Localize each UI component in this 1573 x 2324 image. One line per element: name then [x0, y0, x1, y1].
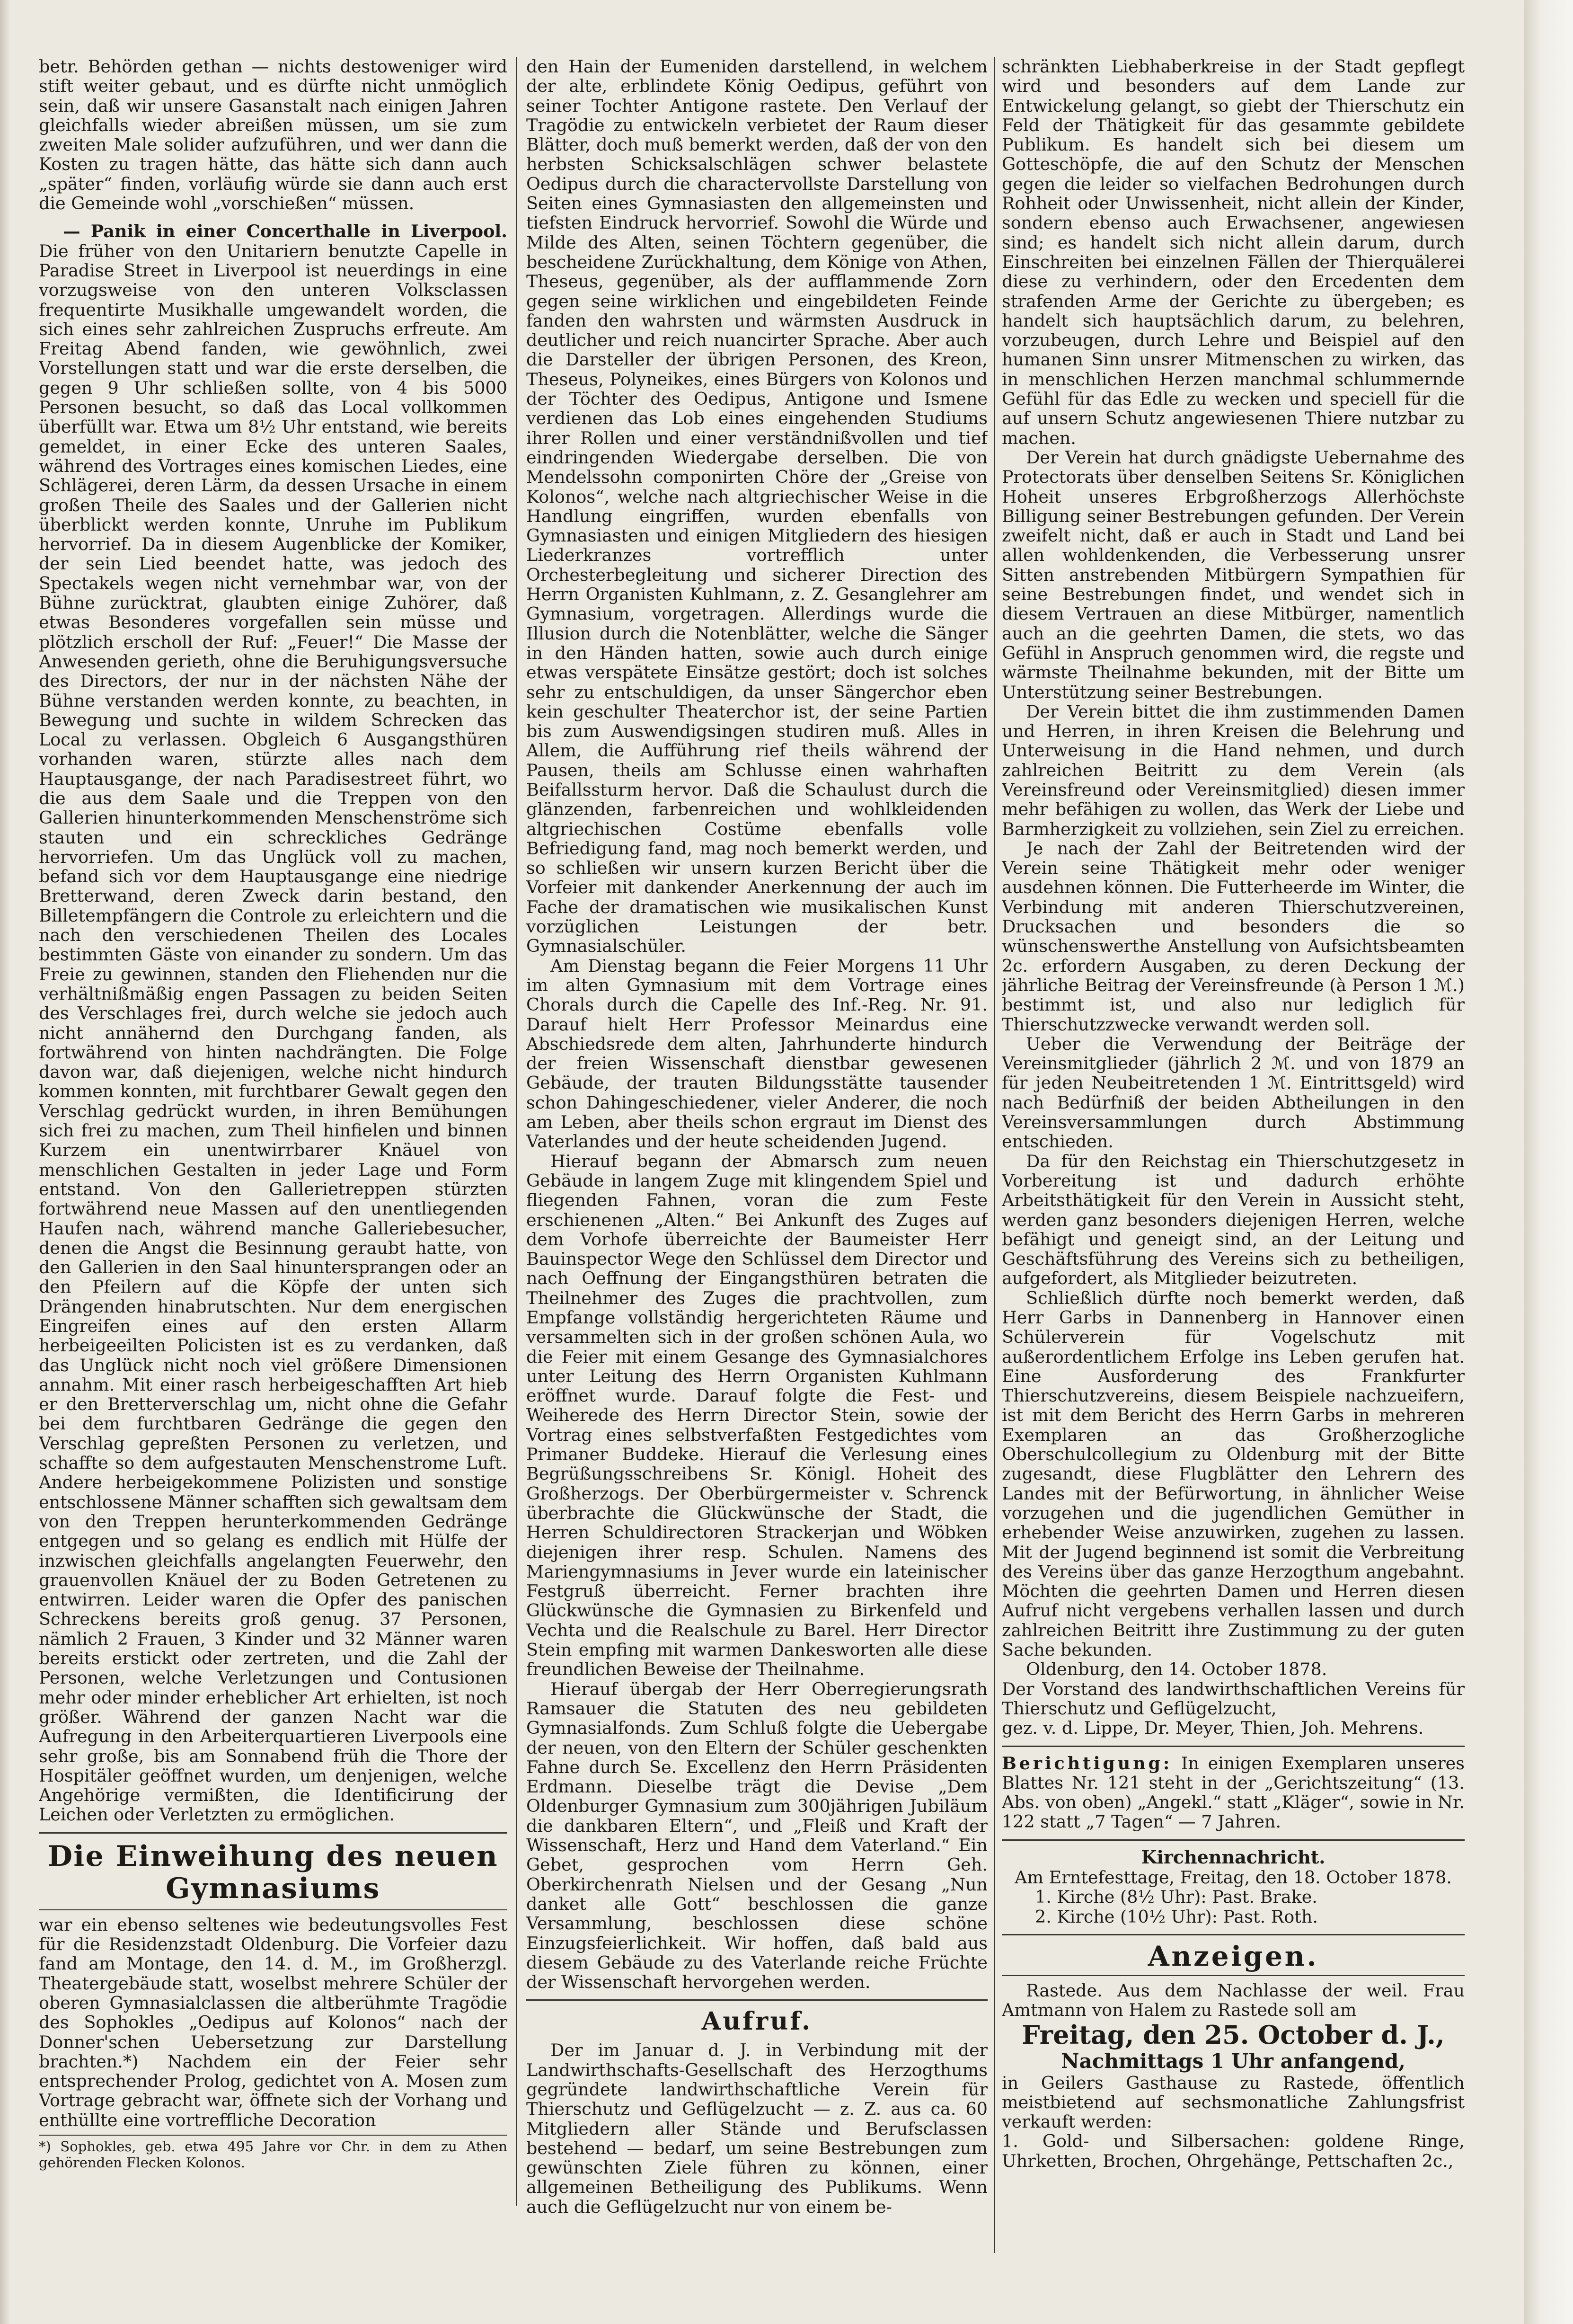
- paragraph: Am Dienstag begann die Feier Morgens 11 Uhr im alten Gymnasium mit dem Vortrage eines Chorals durch die Capelle des Inf.-Reg. Nr. 91. Darauf hielt Herr Professor Meinardus eine Abschiedsrede dem alten, Jahrhunderte hindurch der freien Wissenschaft dienstbar gewesenen Gebäude, der trauten Bildungsstätte tausender schon Dahingeschiedener, vieler Anderer, die noch am Leben, aber theils schon ergraut im Dienst des Vaterlandes und der heute scheidenden Jugend.: [526, 955, 988, 1152]
- dateline: Oldenburg, den 14. October 1878.: [1026, 1659, 1327, 1680]
- church-line: 2. Kirche (10½ Uhr): Past. Roth.: [1035, 1906, 1318, 1927]
- correction-notice: [1002, 1754, 1465, 1832]
- column-3: [1002, 57, 1465, 2262]
- paragraph: Hierauf begann der Abmarsch zum neuen Gebäude in langem Zuge mit klingendem Spiel und fliegenden Fahnen, voran die zum Feste erschienenen „Alten.“ Bei Ankunft des Zuges auf dem Vorhofe überreichte der Baumeister Herr Bauinspector Wege den Schlüssel dem Director und nach Oeffnung der Eingangsthüren betraten die Theilnehmer des Zuges die prachtvollen, zum Empfange vollständig hergerichteten Räume und versammelten sich in der großen schönen Aula, wo die Feier mit einem Gesange des Gymnasialchores unter Leitung des Herrn Organisten Kuhlmann eröffnet wurde. Darauf folgte die Fest- und Weiherede des Herrn Director Stein, sowie der Vortrag eines selbstverfaßten Festgedichtes vom Primaner Buddeke. Hierauf die Verlesung eines Begrüßungsschreibens Sr. Königl. Hoheit des Großherzogs. Der Oberbürgermeister v. Schrenck überbrachte die Glückwünsche der Stadt, die Herren Schuldirectoren Strackerjan und Wöbken diejenigen ihrer resp. Schulen. Namens des Mariengymnasiums in Jever wurde ein lateinischer Festgruß überreicht. Ferner brachten ihre Glückwünsche die Gymnasien zu Birkenfeld und Vechta und die Realschule zu Barel. Herr Director Stein empfing mit warmen Dankesworten alle diese freundlichen Beweise der Theilnahme.: [526, 1151, 988, 1680]
- column-1: [39, 57, 507, 2272]
- paragraph: Der im Januar d. J. in Verbindung mit der Landwirthschafts-Gesellschaft des Herzogthums gegründete landwirthschaftliche Verein für Thierschutz und Geflügelzucht — z. Z. aus ca. 60 Mitgliedern aller Stände und Berufsclassen bestehend — bedarf, um seine Bestrebungen zum gewünschten Ziele führen zu können, einer allgemeinen Betheiligung des Publikums. Wenn auch die Geflügelzucht nur von einem be-: [526, 2040, 988, 2217]
- ad-item: 1. Gold- und Silbersachen: goldene Ringe, Uhrketten, Brochen, Ohrgehänge, Pettschaften 2c.,: [1002, 2131, 1465, 2171]
- paragraph: Je nach der Zahl der Beitretenden wird der Verein seine Thätigkeit mehr oder weniger ausdehnen können. Die Futterheerde im Winter, die Verbindung mit anderen Thierschutzvereinen, Drucksachen und besonders die so wünschenswerthe Anstellung von Aufsichtsbeamten 2c. erfordern Ausgaben, zu deren Deckung der jährliche Beitrag der Vereinsfreunde (à Person 1 ℳ.) bestimmt ist, und also nur lediglich für Thierschutzzwecke verwandt werden soll.: [1002, 838, 1465, 1035]
- paragraph: Der Verein hat durch gnädigste Uebernahme des Protectorats über denselben Seitens Sr. Königlichen Hoheit unseres Erbgroßherzogs Allerhöchste Billigung seiner Bestrebungen gefunden. Der Verein zweifelt nicht, daß er auch in Stadt und Land bei allen wohldenkenden, die Verbesserung unsrer Sitten anstrebenden Mitbürgern Sympathien für seine Bestrebungen findet, und wendet sich in diesem Vertrauen an diese Mitbürger, namentlich auch an die geehrten Damen, die stets, wo das Gefühl in Anspruch genommen wird, die regste und wärmste Theilnahme bekunden, mit der Bitte um Unterstützung seiner Bestrebungen.: [1002, 447, 1465, 702]
- paragraph: Schließlich dürfte noch bemerkt werden, daß Herr Garbs in Dannenberg in Hannover einen Schülerverein für Vogelschutz mit außerordentlichem Erfolge ins Leben gerufen hat. Eine Ausforderung des Frankfurter Thierschutzvereins, diesem Beispiele nachzueifern, ist mit dem Bericht des Herrn Garbs in mehreren Exemplaren an das Großherzogliche Oberschulcollegium zu Oldenburg mit der Bitte zugesandt, diese Flugblätter den Lehrern des Landes mit der Befürwortung, in ähnlicher Weise vorzugehen und die jugendlichen Gemüther in erhebender Weise anzuwirken, zugehen zu lassen. Mit der Jugend beginnend ist somit die Verbreitung des Vereins über das ganze Herzogthum angebahnt. Möchten die geehrten Damen und Herren diesen Aufruf nicht vergebens verhallen lassen und durch zahlreichen Beitritt ihre Zustimmung zu der guten Sache bekunden.: [1002, 1287, 1465, 1660]
- article-title: Die Einweihung des neuen Gymnasiums: [48, 1839, 498, 1905]
- article-panik: [39, 222, 507, 1824]
- column-rule-2: [994, 57, 995, 2253]
- paragraph: war ein ebenso seltenes wie bedeutungsvolles Fest für die Residenzstadt Oldenburg. Die Vorfeier dazu fand am Montage, den 14. d. M., im Großherzgl. Theatergebäude statt, woselbst mehrere Schüler der oberen Gymnasialclassen die altberühmte Tragödie des Sophokles „Oedipus auf Kolonos“ nach der Donner'schen Uebersetzung zur Darstellung brachten.*) Nachdem ein der Feier sehr entsprechender Prolog, gedichtet von A. Mosen zum Vortrage gebracht war, öffnete sich der Vorhang und enthüllte eine vortreffliche Decoration: [39, 1914, 507, 2130]
- column-rule-1: [516, 57, 517, 2206]
- ad-date: Freitag, den 25. October d. J.,: [1022, 2019, 1445, 2050]
- church-line: 1. Kirche (8½ Uhr): Past. Brake.: [1035, 1887, 1317, 1907]
- divider: [39, 1832, 507, 1834]
- aufruf-title: Aufruf.: [701, 2007, 813, 2036]
- paragraph: Der Verein bittet die ihm zustimmenden Damen und Herren, in ihren Kreisen die Belehrung und Unterweisung in die Hand nehmen, und durch zahlreichen Beitritt zu dem Verein (als Vereinsfreund oder Vereinsmitglied) diesen immer mehr befähigen zu wollen, das Werk der Liebe und Barmherzigkeit zu vollziehen, sein Ziel zu erreichen.: [1002, 701, 1465, 839]
- article-heading: — Panik in einer Concerthalle in Liverpool.: [63, 221, 507, 242]
- correction-text: In einigen Exemplaren unseres Blattes Nr. 121 steht in der „Gerichtszeitung“ (13. Abs. von oben) „Angekl.“ statt „Kläger“, sowie in Nr. 122 statt „7 Tagen“ — 7 Jahren.: [1002, 1753, 1465, 1832]
- church-line: Am Erntefesttage, Freitag, den 18. October 1878.: [1015, 1867, 1452, 1888]
- board-line: Der Vorstand des landwirthschaftlichen Vereins für Thierschutz und Geflügelzucht,: [1002, 1678, 1465, 1719]
- page-edge: [1524, 0, 1573, 2324]
- paragraph: den Hain der Eumeniden darstellend, in welchem der alte, erblindete König Oedipus, geführt von seiner Tochter Antigone rastete. Den Verlauf der Tragödie zu entwickeln verbietet der Raum dieser Blätter, doch muß bemerkt werden, daß der von den herbsten Schicksalschlägen schwer belastete Oedipus durch die charactervollste Darstellung von Seiten eines Gymnasiasten den allgemeinsten und tiefsten Eindruck hervorrief. Sowohl die Würde und Milde des Alten, seinen Töchtern gegenüber, die bescheidene Zurückhaltung, dem Könige von Athen, Theseus, gegenüber, als der aufflammende Zorn gegen seine wirklichen und eingebildeten Feinde fanden den wahrsten und wärmsten Ausdruck in deutlicher und reich nuancirter Sprache. Aber auch die Darsteller der übrigen Personen, des Kreon, Theseus, Polyneikes, eines Bürgers von Kolonos und der Töchter des Oedipus, Antigone und Ismene verdienen das Lob eines eingehenden Studiums ihrer Rollen und einer verständnißvollen und tief eindringenden Wiedergabe derselben. Die von Mendelssohn componirten Chöre der „Greise von Kolonos“, welche nach altgriechischer Weise in die Handlung eingriffen, wurden ebenfalls von Gymnasiasten und einigen Mitgliedern des hiesigen Liederkranzes vortrefflich unter Orchesterbegleitung und sicherer Direction des Herrn Organisten Kuhlmann, z. Z. Gesanglehrer am Gymnasium, vorgetragen. Allerdings wurde die Illusion durch die Notenblätter, welche die Sänger in den Händen hatten, sowie auch durch einige etwas verspätete Einsätze gestört; doch ist solches sehr zu entschuldigen, da unser Sängerchor eben kein geschulter Theaterchor ist, der seine Partien bis zum Auswendigsingen studiren muß. Alles in Allem, die Aufführung rief theils während der Pausen, theils am Schlusse einen wahrhaften Beifallssturm hervor. Daß die Schaulust durch die glänzenden, farbenreichen und wohlkleidenden altgriechischen Costüme ebenfalls volle Befriedigung fand, mag noch bemerkt werden, und so schließen wir unsern kurzen Bericht über die Vorfeier mit dankender Anerkennung der auch im Fache der dramatischen wie musikalischen Kunst vorzüglichen Leistungen der betr. Gymnasialschüler.: [526, 57, 988, 957]
- divider: [1002, 1746, 1465, 1747]
- page-left-shadow: [0, 0, 10, 2324]
- ads-title: Anzeigen.: [1148, 1940, 1319, 1972]
- ad-text: in Geilers Gasthause zu Rastede, öffentlich meistbietend auf sechsmonatliche Zahlungsfrist verkauft werden:: [1002, 2072, 1465, 2132]
- signers: gez. v. d. Lippe, Dr. Meyer, Thien, Joh. Mehrens.: [1002, 1718, 1424, 1739]
- paragraph: Die früher von den Unitariern benutzte Capelle in Paradise Street in Liverpool ist neuerdings in eine vorzugsweise von den unteren Volksclassen frequentirte Musikhalle umgewandelt worden, die sich eines sehr zahlreichen Zuspruchs erfreute. Am Freitag Abend fanden, wie gewöhnlich, zwei Vorstellungen statt und war die erste derselben, die gegen 9 Uhr schließen sollte, von 4 bis 5000 Personen besucht, so daß das Local vollkommen überfüllt war. Etwa um 8½ Uhr entstand, wie bereits gemeldet, in einer Ecke des unteren Saales, während des Vortrages eines komischen Liedes, eine Schlägerei, deren Lärm, da dessen Ursache in einem großen Theile des Saales und der Gallerien nicht überblickt werden konnte, Unruhe im Publikum hervorrief. Da in diesem Augenblicke der Komiker, der sein Lied beendet hatte, was jedoch des Spectakels wegen nicht vernehmbar war, von der Bühne zurücktrat, glaubten einige Zuhörer, daß etwas Besonderes vorgefallen sein müsse und plötzlich erscholl der Ruf: „Feuer!“ Die Masse der Anwesenden gerieth, ohne die Beruhigungsversuche des Directors, der nur in der nächsten Nähe der Bühne verstanden werden konnte, zu beachten, in Bewegung und suchte in wildem Schrecken das Local zu verlassen. Obgleich 6 Ausgangsthüren vorhanden waren, stürzte alles nach dem Hauptausgange, der nach Paradisestreet führt, wo die aus dem Saale und die Treppen von den Gallerien hinunterkommenden Menschenströme sich stauten und ein schreckliches Gedränge hervorriefen. Um das Unglück voll zu machen, befand sich vor dem Hauptausgange eine niedrige Bretterwand, deren Zweck darin bestand, den Billetempfängern die Controle zu erleichtern und die nach den verschiedenen Theilen des Locales bestimmten Gäste von einander zu sondern. Um das Freie zu gewinnen, standen den Fliehenden nur die verhältnißmäßig engen Passagen zu beiden Seiten des Verschlages frei, durch welche sie jedoch auch nicht annähernd den Durchgang fanden, als fortwährend von hinten nachdrängten. Die Folge davon war, daß diejenigen, welche nicht hindurch kommen konnten, mit furchtbarer Gewalt gegen den Verschlag gedrückt wurden, in ihren Bemühungen sich frei zu machen, zum Theil hinfielen und binnen Kurzem ein unentwirrbarer Knäuel von menschlichen Gestalten in jeder Lage und Form entstand. Von den Gallerietreppen stürzten fortwährend neue Massen auf den unentliegenden Haufen nach, während manche Galleriebesucher, denen die Angst die Besinnung geraubt hatte, von den Gallerien in den Saal hinuntersprangen oder an den Pfeilern auf die Köpfe der unten sich Drängenden hinabrutschten. Nur dem energischen Eingreifen eines auf den ersten Allarm herbeigeeilten Policisten ist es zu verdanken, daß das Unglück nicht noch viel größere Dimensionen annahm. Mit einer rasch herbeigeschafften Art hieb er den Bretterverschlag um, nicht ohne die Gefahr bei dem furchtbaren Gedränge die gegen den Verschlag gepreßten Personen zu verletzen, und schaffte so dem aufgestauten Menschenstrome Luft. Andere herbeigekommene Polizisten und sonstige entschlossene Männer schafften sich gewaltsam dem von den Treppen herunterkommenden Gedränge entgegen und so gelang es endlich mit Hülfe der inzwischen gleichfalls angelangten Feuerwehr, den grauenvollen Knäuel der zu Boden Getretenen zu entwirren. Leider waren die Opfer des panischen Schreckens bereits groß genug. 37 Personen, nämlich 2 Frauen, 3 Kinder und 32 Männer waren bereits erstickt oder zertreten, und die Zahl der Personen, welche Verletzungen und Contusionen mehr oder minder erheblicher Art erhielten, ist noch größer. Während der ganzen Nacht war die Aufregung in den Arbeiterquartieren Liverpools eine sehr große, bis am Sonnabend früh die Thore der Hospitäler geöffnet wurden, um denjenigen, welche Angehörige vermißten, die Identificirung der Leichen oder Verletzten zu ermöglichen.: [39, 240, 507, 1825]
- church-notice-title: Kirchennachricht.: [1141, 1846, 1326, 1868]
- ad-text: Rastede. Aus dem Nachlasse der weil. Frau Amtmann von Halem zu Rastede soll am: [1002, 1980, 1465, 2021]
- paragraph: Da für den Reichstag ein Thierschutzgesetz in Vorbereitung ist und dadurch erhöhte Arbeitsthätigkeit für den Verein in Aussicht steht, werden ganz besonders diejenigen Herren, welche befähigt und geneigt sind, an der Leitung und Geschäftsführung des Vereins sich zu betheiligen, aufgefordert, als Mitglieder beizutreten.: [1002, 1151, 1465, 1289]
- footnote: *) Sophokles, geb. etwa 495 Jahre vor Chr. in dem zu Athen gehörenden Flecken Kolonos.: [39, 2135, 507, 2171]
- divider: [1002, 1975, 1465, 1976]
- column-2: [526, 57, 988, 2234]
- divider: [1002, 1839, 1465, 1841]
- paragraph: schränkten Liebhaberkreise in der Stadt gepflegt wird und besonders auf dem Lande zur Entwickelung gelangt, so giebt der Thierschutz ein Feld der Thätigkeit für das gesammte gebildete Publikum. Es handelt sich bei diesem um Gotteschöpfe, die auf den Schutz der Menschen gegen die leider so vielfachen Bedrohungen durch Rohheit oder Unwissenheit, nicht allein der Kinder, sondern ebenso auch Erwachsener, angewiesen sind; es handelt sich nicht allein darum, durch Einschreiten bei einzelnen Fällen der Thierquälerei diese zu verhindern, oder den Ercedenten dem strafenden Arme der Gerichte zu übergeben; es handelt sich hauptsächlich darum, zu belehren, vorzubeugen, durch Lehre und Beispiel auf den humanen Sinn unsrer Mitmenschen zu wirken, das in menschlichen Herzen manchmal schlummernde Gefühl für das Edle zu wecken und speciell für die auf unsern Schutz angewiesenen Thiere nutzbar zu machen.: [1002, 57, 1465, 448]
- divider: [39, 1909, 507, 1910]
- paragraph: betr. Behörden gethan — nichts destoweniger wird stift weiter gebaut, und es dürfte nicht unmöglich sein, daß wir unsere Gasanstalt nach einigen Jahren gleichfalls wieder abreißen müssen, um sie zum zweiten Male solider aufzuführen, und wer dann die Kosten zu tragen hätte, das hätte sich dann auch „später“ finden, vorläufig würde sie dann auch erst die Gemeinde wohl „vorschießen“ müssen.: [39, 57, 507, 214]
- paragraph: Hierauf übergab der Herr Oberregierungsrath Ramsauer die Statuten des neu gebildeten Gymnasialfonds. Zum Schluß folgte die Uebergabe der neuen, von den Eltern der Schüler geschenkten Fahne durch Se. Excellenz den Herrn Präsidenten Erdmann. Dieselbe trägt die Devise „Dem Oldenburger Gymnasium zum 300jährigen Jubiläum die dankbaren Eltern“, und „Fleiß und Kraft der Wissenschaft, Herz und Hand dem Vaterland.“ Ein Gebet, gesprochen vom Herrn Geh. Oberkirchenrath Nielsen und der Gesang „Nun danket alle Gott“ beschlossen die ganze Versammlung, beschlossen diese schöne Einzugsfeierlichkeit. Wir hoffen, daß bald aus diesem Gebäude zu des Vaterlande reiche Früchte der Wissenschaft hervorgehen werden.: [526, 1678, 988, 1993]
- correction-label: Berichtigung:: [1002, 1753, 1173, 1774]
- divider: [526, 1999, 988, 2001]
- ad-time: Nachmittags 1 Uhr anfangend,: [1061, 2049, 1405, 2073]
- divider: [1002, 1934, 1465, 1935]
- paragraph: Ueber die Verwendung der Beiträge der Vereinsmitglieder (jährlich 2 ℳ. und von 1879 an für jeden Neubeitretenden 1 ℳ. Eintrittsgeld) wird nach Bedürfniß der beiden Abtheilungen in den Vereinsversammlungen durch Abstimmung entschieden.: [1002, 1033, 1465, 1152]
